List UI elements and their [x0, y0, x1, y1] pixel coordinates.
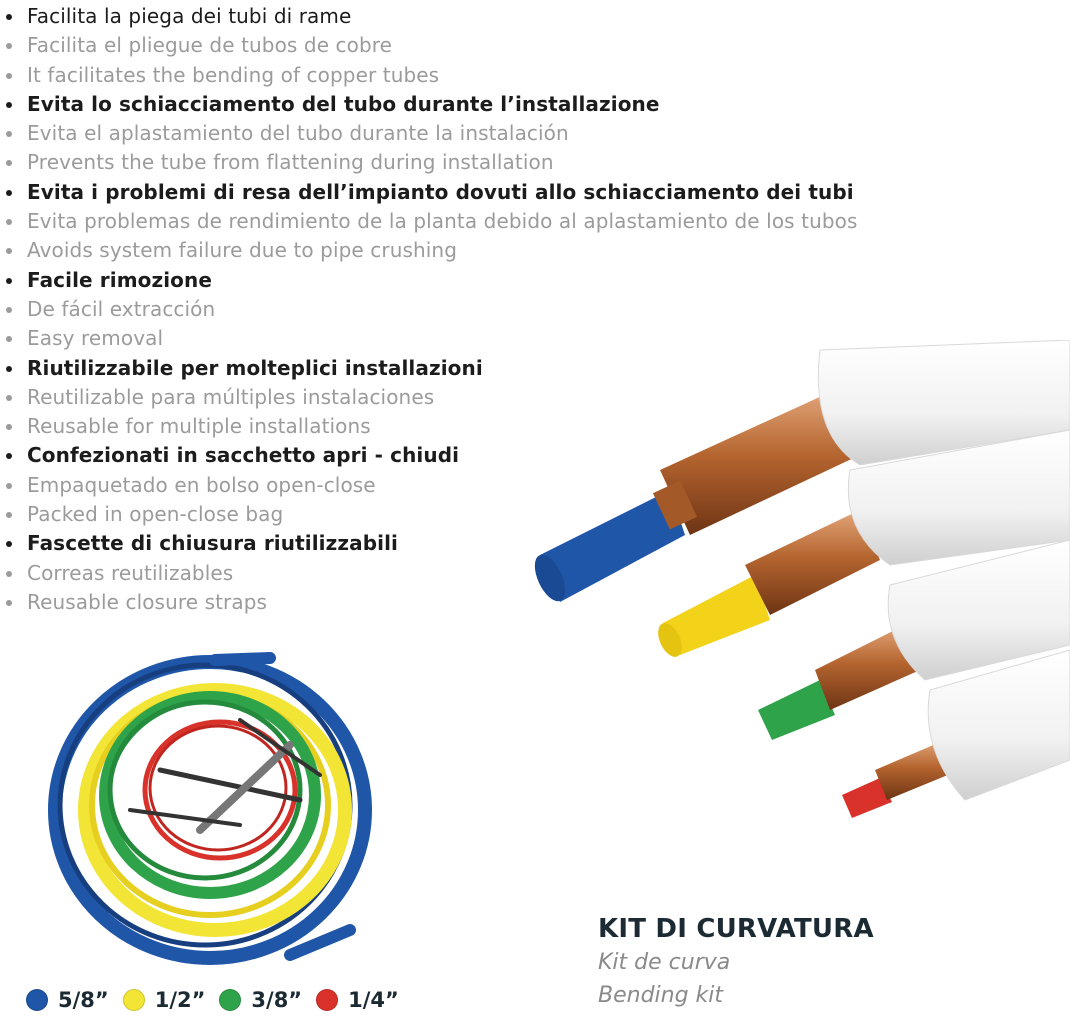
feature-item: [6, 236, 858, 265]
bullet-icon: [6, 190, 12, 196]
feature-text: Correas reutilizables: [27, 560, 234, 585]
insulated-copper-tubes-photo: [520, 340, 1070, 830]
feature-text: Empaquetado en bolso open-close: [27, 472, 376, 497]
color-swatch-icon: [123, 989, 145, 1011]
color-swatch-icon: [316, 989, 338, 1011]
size-legend: [26, 988, 413, 1012]
feature-text: Riutilizzabile per molteplici installazioni: [27, 355, 483, 380]
feature-item: [6, 266, 858, 295]
bullet-icon: [6, 160, 12, 166]
feature-text: De fácil extracción: [27, 296, 216, 321]
bullet-icon: [6, 395, 12, 401]
legend-item: [316, 988, 399, 1012]
color-swatch-icon: [219, 989, 241, 1011]
legend-item: [219, 988, 302, 1012]
feature-text: Packed in open-close bag: [27, 502, 284, 527]
bullet-icon: [6, 453, 12, 459]
feature-text: Reusable for multiple installations: [27, 414, 371, 439]
bullet-icon: [6, 73, 12, 79]
feature-text: Facile rimozione: [27, 267, 213, 292]
legend-label: 1/2”: [154, 988, 206, 1012]
feature-text: It facilitates the bending of copper tubes: [27, 62, 440, 87]
bullet-icon: [6, 248, 12, 254]
feature-text: Facilita el pliegue de tubos de cobre: [27, 33, 393, 58]
feature-item: [6, 2, 858, 31]
kit-title: KIT DI CURVATURA: [598, 914, 874, 944]
bullet-icon: [6, 43, 12, 49]
legend-item: [26, 988, 109, 1012]
bullet-icon: [6, 366, 12, 372]
feature-item: [6, 295, 858, 324]
feature-text: Evita problemas de rendimiento de la planta debido al aplastamiento de los tubos: [27, 209, 858, 234]
bullet-icon: [6, 219, 12, 225]
feature-item: [6, 119, 858, 148]
feature-item: [6, 31, 858, 60]
legend-label: 3/8”: [251, 988, 303, 1012]
feature-text: Evita i problemi di resa dell’impianto dovuti allo schiacciamento dei tubi: [27, 179, 854, 204]
bullet-icon: [6, 424, 12, 430]
feature-text: Facilita la piega dei tubi di rame: [27, 4, 352, 28]
feature-item: [6, 148, 858, 177]
feature-item: [6, 90, 858, 119]
feature-item: [6, 207, 858, 236]
feature-text: Confezionati in sacchetto apri - chiudi: [27, 443, 460, 468]
bullet-icon: [6, 131, 12, 137]
bullet-icon: [6, 541, 12, 547]
feature-text: Evita el aplastamiento del tubo durante la instalación: [27, 121, 569, 146]
feature-text: Prevents the tube from flattening during installation: [27, 150, 554, 175]
bullet-icon: [6, 336, 12, 342]
legend-label: 5/8”: [58, 988, 109, 1012]
feature-text: Evita lo schiacciamento del tubo durante l’installazione: [27, 91, 660, 116]
kit-caption: [598, 912, 874, 1012]
bullet-icon: [6, 102, 12, 108]
kit-subtitle-es: Kit de curva: [598, 950, 731, 975]
bullet-icon: [6, 512, 12, 518]
bullet-icon: [6, 483, 12, 489]
legend-label: 1/4”: [348, 988, 399, 1012]
bullet-icon: [6, 14, 12, 20]
kit-subtitle-en: Bending kit: [598, 983, 724, 1008]
bullet-icon: [6, 600, 12, 606]
feature-item: [6, 178, 858, 207]
bullet-icon: [6, 307, 12, 313]
feature-text: Reutilizable para múltiples instalaciones: [27, 384, 435, 409]
legend-item: [123, 988, 206, 1012]
bullet-icon: [6, 278, 12, 284]
feature-text: Easy removal: [27, 326, 164, 351]
bending-springs-coils-photo: [40, 650, 380, 970]
feature-text: Avoids system failure due to pipe crushing: [27, 238, 458, 263]
feature-item: [6, 61, 858, 90]
color-swatch-icon: [26, 989, 48, 1011]
feature-text: Fascette di chiusura riutilizzabili: [27, 531, 398, 556]
feature-text: Reusable closure straps: [27, 589, 268, 614]
bullet-icon: [6, 571, 12, 577]
